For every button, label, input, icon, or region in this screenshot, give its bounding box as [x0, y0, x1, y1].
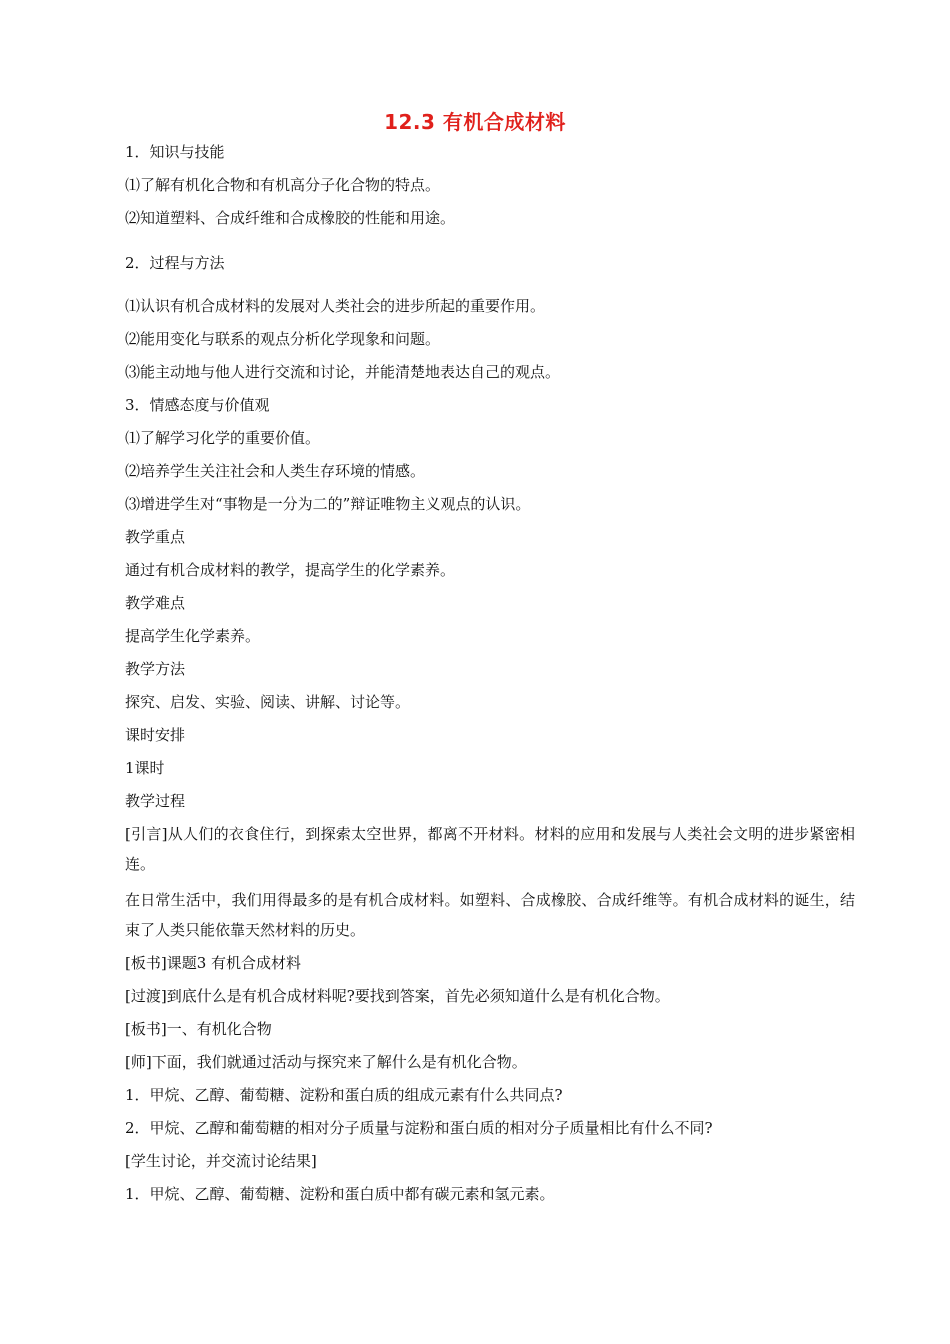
- heading-knowledge-skills: 1．知识与技能: [125, 143, 225, 161]
- text-line: 1课时: [125, 759, 165, 777]
- heading-attitude-values: 3．情感态度与价值观: [125, 396, 270, 414]
- text-line: ⑴了解有机化合物和有机高分子化合物的特点。: [125, 176, 441, 194]
- page-title: 12.3 有机合成材料: [384, 110, 566, 134]
- text-line: ⑶能主动地与他人进行交流和讨论，并能清楚地表达自己的观点。: [125, 363, 561, 381]
- question-line: 1．甲烷、乙醇、葡萄糖、淀粉和蛋白质的组成元素有什么共同点?: [125, 1086, 563, 1104]
- heading-teaching-process: 教学过程: [125, 792, 186, 810]
- text-line: 提高学生化学素养。: [125, 627, 261, 645]
- text-line: ⑶增进学生对“事物是一分为二的”辩证唯物主义观点的认识。: [125, 495, 531, 513]
- document-body: [125, 140, 855, 1206]
- heading-schedule: 课时安排: [125, 726, 186, 744]
- heading-process-method: 2．过程与方法: [125, 254, 225, 272]
- text-line: ⑵知道塑料、合成纤维和合成橡胶的性能和用途。: [125, 209, 456, 227]
- text-line: ⑴了解学习化学的重要价值。: [125, 429, 321, 447]
- transition-line: [过渡]到底什么是有机合成材料呢?要找到答案，首先必须知道什么是有机化合物。: [125, 987, 670, 1005]
- text-line: ⑵培养学生关注社会和人类生存环境的情感。: [125, 462, 426, 480]
- paragraph-introduction: [引言]从人们的衣食住行，到探索太空世界，都离不开材料。材料的应用和发展与人类社会文明的进步紧密相连。: [125, 825, 855, 873]
- text-line: 探究、启发、实验、阅读、讲解、讨论等。: [125, 693, 411, 711]
- answer-line: 1．甲烷、乙醇、葡萄糖、淀粉和蛋白质中都有碳元素和氢元素。: [125, 1185, 555, 1203]
- text-line: ⑵能用变化与联系的观点分析化学现象和问题。: [125, 330, 441, 348]
- board-note-topic: [板书]课题3 有机合成材料: [125, 954, 302, 972]
- paragraph-daily-life: 在日常生活中，我们用得最多的是有机合成材料。如塑料、合成橡胶、合成纤维等。有机合成材料的诞生，结束了人类只能依靠天然材料的历史。: [125, 891, 855, 939]
- heading-teaching-difficulty: 教学难点: [125, 594, 186, 612]
- heading-teaching-method: 教学方法: [125, 660, 186, 678]
- text-line: 通过有机合成材料的教学，提高学生的化学素养。: [125, 561, 456, 579]
- teacher-line: [师]下面，我们就通过活动与探究来了解什么是有机化合物。: [125, 1053, 527, 1071]
- heading-teaching-focus: 教学重点: [125, 528, 186, 546]
- text-line: ⑴认识有机合成材料的发展对人类社会的进步所起的重要作用。: [125, 297, 546, 315]
- question-line: 2．甲烷、乙醇和葡萄糖的相对分子质量与淀粉和蛋白质的相对分子质量相比有什么不同?: [125, 1119, 713, 1137]
- discussion-line: [学生讨论，并交流讨论结果]: [125, 1152, 317, 1170]
- board-note-organic: [板书]一、有机化合物: [125, 1020, 272, 1038]
